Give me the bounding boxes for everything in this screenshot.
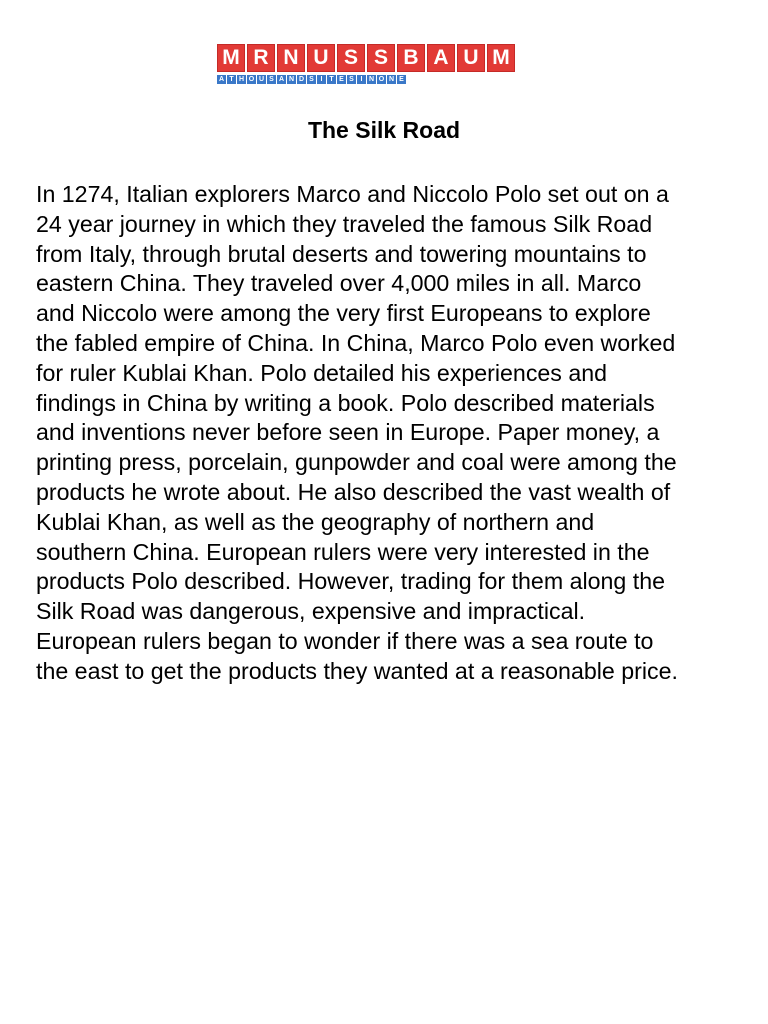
logo-letter: R <box>247 44 275 72</box>
body-line: European rulers began to wonder if there was a sea route to <box>36 627 654 654</box>
logo-tagline-letter: I <box>317 75 326 84</box>
logo-tagline-letter: E <box>337 75 346 84</box>
logo-tagline-letter: A <box>218 76 225 83</box>
body-line: findings in China by writing a book. Polo described materials <box>36 389 655 416</box>
body-line: printing press, porcelain, gunpowder and coal were among the <box>36 449 677 476</box>
logo-tagline-letter: A <box>278 76 285 83</box>
logo-tagline-letter: N <box>288 76 295 83</box>
body-line: eastern China. They traveled over 4,000 miles in all. Marco <box>36 270 642 297</box>
body-line: from Italy, through brutal deserts and towering mountains to <box>36 240 647 267</box>
logo-letter: B <box>397 44 425 72</box>
logo-letter: M <box>487 44 515 72</box>
logo-tagline-letter: S <box>267 75 276 84</box>
logo-tagline-letter: I <box>357 75 366 84</box>
logo-letter: U <box>457 44 485 72</box>
logo-letter: S <box>367 44 395 72</box>
body-line: products he wrote about. He also described the vast wealth of <box>36 478 671 505</box>
logo-tagline-letter: T <box>327 75 336 84</box>
logo-tagline-letter: T <box>227 75 236 84</box>
logo-letter: A <box>427 44 455 72</box>
logo-letter: S <box>337 44 365 72</box>
body-line: Kublai Khan, as well as the geography of northern and <box>36 508 595 535</box>
logo-tagline-letter: H <box>238 76 245 83</box>
body-line: for ruler Kublai Khan. Polo detailed his experiences and <box>36 359 608 386</box>
logo-tagline-letter: S <box>347 75 356 84</box>
body-line: Silk Road was dangerous, expensive and impractical. <box>36 598 586 625</box>
page-title: The Silk Road <box>307 117 461 143</box>
body-line: and Niccolo were among the very first Europeans to explore <box>36 300 651 327</box>
logo-letters <box>217 44 521 72</box>
logo-tagline-letter: U <box>258 76 265 83</box>
logo-tagline <box>217 75 521 84</box>
body-line: the fabled empire of China. In China, Marco Polo even worked <box>36 329 676 356</box>
body-line: 24 year journey in which they traveled the famous Silk Road <box>36 210 653 237</box>
logo-letter: M <box>217 44 245 72</box>
logo-tagline-letter: S <box>307 75 316 84</box>
logo-tagline-letter: D <box>298 76 305 83</box>
logo-tagline-letter: O <box>248 76 255 83</box>
body-line: the east to get the products they wanted at a reasonable price. <box>36 657 678 684</box>
body-line: In 1274, Italian explorers Marco and Niccolo Polo set out on a <box>36 181 669 207</box>
logo-tagline-letter: E <box>397 75 406 84</box>
logo-letter: N <box>277 44 305 72</box>
logo-tagline-letter: O <box>378 76 385 83</box>
body-line: southern China. European rulers were very interested in the <box>36 538 650 565</box>
logo-letter: U <box>307 44 335 72</box>
body-line: products Polo described. However, trading for them along the <box>36 568 665 595</box>
logo-tagline-letter: N <box>388 76 395 83</box>
body-paragraph <box>36 180 736 687</box>
site-logo <box>217 44 521 84</box>
logo-tagline-letter: N <box>368 76 375 83</box>
body-line: and inventions never before seen in Europe. Paper money, a <box>36 419 660 446</box>
